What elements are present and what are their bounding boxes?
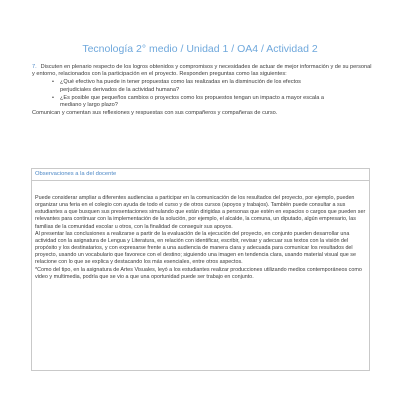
teacher-note-paragraph: *Como del tipo, en la asignatura de Artes Visuales, leyó a los estudiantes realizar producciones utilizando medios contemporáneos como video y multimedia, podría que se vio a que una oportunidad puede ser trabajo en conjunto. xyxy=(35,266,362,280)
teacher-notes-box xyxy=(31,168,370,371)
activity-prompt xyxy=(32,64,372,78)
teacher-note-paragraph: Puede considerar ampliar a diferentes audiencias a participar en la comunicación de los resultados del proyecto, por ejemplo, pueden organizar una feria en el colegio con ayuda de todo el curso y de otros cursos (apoyos y trabajos). También puede consultar a sus estudiantes a que busquen sus presentaciones simulando que están dirigidas a personas que estén en espacios o cargos que pueden ser relevantes para continuar con la implementación de la solución, por ejemplo, el alcalde, la comuna, un diputado, algún empresario, las familias de la comunidad escolar u otros, con la finalidad de conseguir sus apoyos. xyxy=(35,195,366,230)
question-list xyxy=(32,79,372,109)
question-item: • ¿Es posible que pequeños cambios o proyectos como los propuestos tengan un impacto a mayor escala a mediano y largo plazo? xyxy=(60,95,372,109)
page-title: Tecnología 2° medio / Unidad 1 / OA4 / Actividad 2 xyxy=(82,43,318,55)
activity-prompt-text: Discuten en plenario respecto de los logros obtenidos y compromisos y necesidades de actuar de mejor información y de su personal y entorno, relacionados con la participación en el proyecto. Responden preguntas como las siguientes: xyxy=(32,64,372,78)
teacher-notes-heading: Observaciones a la del docente xyxy=(32,169,369,181)
teacher-note-paragraph: Al presentar las conclusiones a realizarse a partir de la evaluación de la ejecución del proyecto, en conjunto pueden desarrollar una actividad con la asignatura de Lengua y Literatura, en relación con identificar, escribir, revisar y adecuar sus textos con la visión del propósito y los destinatarios, y con expresarse frente a una audiencia de manera clara y adecuada para comunicar los resultados del proyecto, usando un vocabulario que favorece con el destino; siguiendo una imagen en tendencia clara, usando material visual que se relacione con lo que se explica y destacando los más esenciales, entre otros aspectos. xyxy=(35,230,356,266)
activity-section xyxy=(32,64,372,117)
teacher-notes-body xyxy=(32,181,369,281)
activity-number: 7. xyxy=(32,64,37,70)
question-item: • ¿Qué efectivo ha puede in tener propuestas como las realizadas en la disminución de los efectos perjudiciales derivados de la actividad humana? xyxy=(60,79,372,93)
activity-closing: Comunican y comentan sus reflexiones y respuestas con sus compañeros y compañeras de curso. xyxy=(32,110,278,117)
